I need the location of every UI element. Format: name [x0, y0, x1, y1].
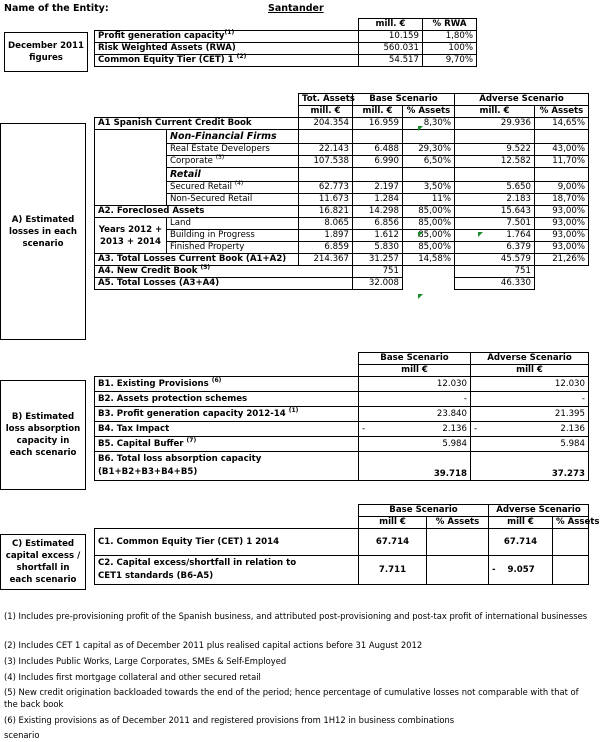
row-real-estate: Real Estate Developers 22.143 6.488 29,30% 9.522 43,00% [95, 144, 589, 156]
header-mill: mill. € [353, 106, 403, 118]
row-b6: B6. Total loss absorption capacity (B1+B2+B3+B4+B5) 39.718 37.273 [95, 452, 589, 481]
row-a3: A3. Total Losses Current Book (A1+A2) 214.367 31.257 14,58% 45.579 21,26% [95, 254, 589, 266]
footnote: scenario [4, 730, 40, 740]
comment-marker-icon [478, 232, 483, 237]
summary-header-rwa: % RWA [423, 19, 477, 31]
footnote: (2) Includes CET 1 capital as of December 2011 plus realised capital actions before 31 August 2012 [4, 640, 423, 650]
header-total-assets: Tot. Assets [299, 94, 353, 106]
row-nonfin-heading: Non-Financial Firms [95, 130, 589, 144]
summary-side-label: December 2011 figures [4, 32, 88, 72]
losses-table [94, 93, 589, 290]
row-b3: B3. Profit generation capacity 2012-14 $^{(1)}$ 23.840 21.395 [95, 407, 589, 422]
absorption-table [94, 352, 589, 481]
comment-marker-icon [418, 126, 423, 131]
header-pct-assets: % Assets [535, 106, 589, 118]
b-header-adverse: Adverse Scenario [471, 353, 589, 365]
b-header-mill: mill € [359, 365, 471, 377]
section-a-side-label: A) Estimated losses in each scenario [0, 123, 86, 340]
header-base-scenario: Base Scenario [353, 94, 455, 106]
row-nonsecured-retail: Non-Secured Retail 11.673 1.284 11% 2.183 18,70% [95, 194, 589, 206]
footnote: (4) Includes first mortgage collateral and other secured retail [4, 672, 261, 682]
row-b1: B1. Existing Provisions $^{(6)}$ 12.030 12.030 [95, 377, 589, 392]
row-secured-retail: Secured Retail $^{(4)}$ 62.773 2.197 3,50% 5.650 9,00% [95, 182, 589, 194]
summary-row: Risk Weighted Assets (RWA) 560.031 100% [95, 43, 477, 55]
b-header-base: Base Scenario [359, 353, 471, 365]
entity-name: Santander [268, 3, 324, 14]
row-retail-heading: Retail [95, 168, 589, 182]
c-header-adverse: Adverse Scenario [489, 505, 589, 517]
comment-marker-icon [418, 232, 423, 237]
row-b2: B2. Assets protection schemes - - [95, 392, 589, 407]
footnote: (5) New credit origination backloaded towards the end of the period; hence percentage of cumulative losses not comparable with that of the back book [4, 687, 579, 709]
row-building: Building in Progress 1.897 1.612 85,00% 1.764 93,00% [95, 230, 589, 242]
summary-row: Common Equity Tier (CET) 1 $^{(2)}$ 54.517 9,70% [95, 55, 477, 67]
row-a2: A2. Foreclosed Assets 16.821 14.298 85,00% 15.643 93,00% [95, 206, 589, 218]
b-header-mill: mill € [471, 365, 589, 377]
summary-header-mill: mill. € [359, 19, 423, 31]
footnote: (6) Existing provisions as of December 2011 and registered provisions from 1H12 in business combinations [4, 715, 455, 725]
entity-label: Name of the Entity: [4, 3, 109, 14]
row-b4: B4. Tax Impact - 2.136 - 2.136 [95, 422, 589, 437]
footnote: (3) Includes Public Works, Large Corporates, SMEs & Self-Employed [4, 656, 287, 666]
years-label: Years 2012 + 2013 + 2014 [95, 218, 167, 254]
row-finished: Finished Property 6.859 5.830 85,00% 6.379 93,00% [95, 242, 589, 254]
row-a4: A4. New Credit Book $^{(5)}$ 751 751 [95, 266, 589, 278]
footnote: (1) Includes pre-provisioning profit of the Spanish business, and attributed post-provisioning and post-tax profit of international businesses [4, 611, 588, 621]
c-header-mill: mill € [359, 517, 427, 529]
c-header-pct: % Assets [427, 517, 489, 529]
row-a1: A1 Spanish Current Credit Book 204.354 16.959 8,30% 29.936 14,65% [95, 118, 589, 130]
header-mill: mill. € [299, 106, 353, 118]
header-pct-assets: % Assets [403, 106, 455, 118]
row-corporate: Corporate $^{(3)}$ 107.538 6.990 6,50% 12.582 11,70% [95, 156, 589, 168]
summary-row: Profit generation capacity$^{(1)}$ 10.159 1,80% [95, 31, 477, 43]
row-a5: A5. Total Losses (A3+A4) 32.008 46.330 [95, 278, 589, 290]
header-adverse-scenario: Adverse Scenario [455, 94, 589, 106]
summary-table [94, 18, 477, 67]
section-c-side-label: C) Estimated capital excess / shortfall in each scenario [0, 534, 86, 590]
comment-marker-icon [418, 294, 423, 299]
row-b5: B5. Capital Buffer $^{(7)}$ 5.984 5.984 [95, 437, 589, 452]
header-mill: mill. € [455, 106, 535, 118]
capital-table [94, 504, 600, 585]
c-header-mill: mill € [489, 517, 553, 529]
c-header-pct: % Assets [553, 517, 589, 529]
row-land: Years 2012 + 2013 + 2014 Land 8.065 6.856 85,00% 7.501 93,00% [95, 218, 589, 230]
section-b-side-label: B) Estimated loss absorption capacity in each scenario [0, 380, 86, 490]
c-header-base: Base Scenario [359, 505, 489, 517]
row-c1: C1. Common Equity Tier (CET) 1 2014 67.714 67.714 [95, 529, 589, 556]
row-c2: C2. Capital excess/shortfall in relation to CET1 standards (B6-A5) 7.711 - 9.057 [95, 556, 589, 585]
